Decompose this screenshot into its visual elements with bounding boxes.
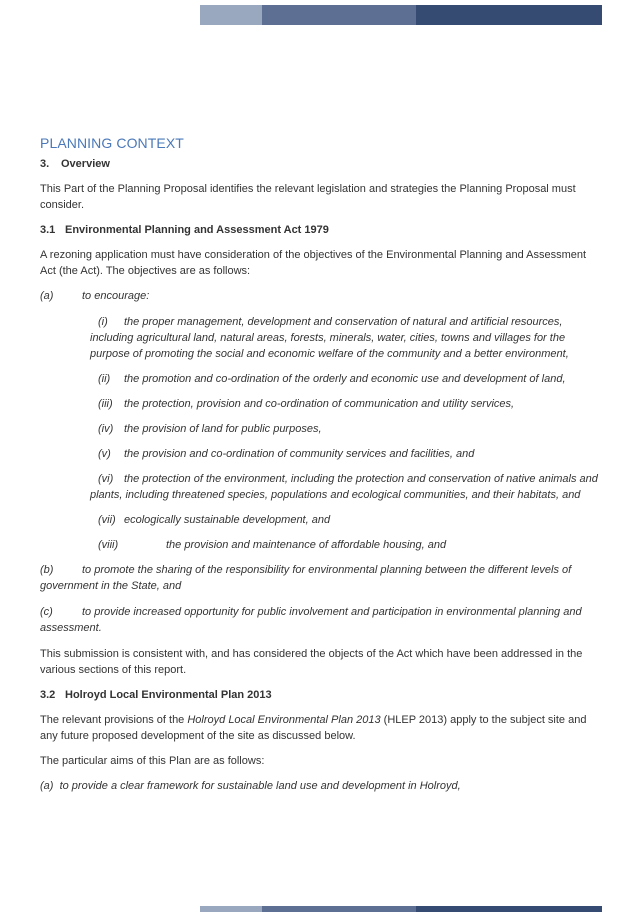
band-segment-dark — [416, 5, 602, 25]
section-3-2-heading — [40, 687, 602, 703]
list-label: (ii) — [98, 373, 111, 385]
hlep-plan-title: Holroyd Local Environmental Plan 2013 — [187, 714, 381, 726]
list-text: the provision and co-ordination of community services and facilities, and — [124, 448, 475, 460]
sub-item-vi — [90, 471, 602, 503]
hlep-text-post: (HLEP 2013) apply to the subject site and any future proposed development of the site as discussed below. — [40, 714, 587, 742]
section-3-heading — [40, 156, 602, 172]
list-text: the protection of the environment, including the protection and conservation of native animals and plants, including threatened species, populations and ecological communities, and their habitats, and — [90, 473, 598, 501]
epa-intro-paragraph: A rezoning application must have consideration of the objectives of the Environmental Planning and Assessment Act (the Act). The objectives are as follows: — [40, 249, 587, 277]
list-label: (i) — [98, 316, 108, 328]
list-text: the provision and maintenance of affordable housing, and — [166, 539, 447, 551]
consistency-paragraph: This submission is consistent with, and has considered the objects of the Act which have been addressed in the various sections of this report. — [40, 648, 583, 676]
list-text: the protection, provision and co-ordination of communication and utility services, — [124, 398, 515, 410]
band-segment-mid — [262, 5, 416, 25]
aim-a — [40, 778, 602, 794]
sub-item-ii — [90, 371, 602, 387]
section-3-1-heading — [40, 222, 602, 238]
band-segment-light — [200, 906, 262, 912]
intro-paragraph: This Part of the Planning Proposal identifies the relevant legislation and strategies the Planning Proposal must consider. — [40, 183, 576, 211]
list-text: ecologically sustainable development, and — [124, 514, 331, 526]
sub-item-v — [90, 446, 602, 462]
objective-b — [40, 562, 602, 594]
sub-item-vii — [90, 512, 602, 528]
list-text: to promote the sharing of the responsibility for environmental planning between the different levels of government in the State, and — [40, 564, 572, 592]
list-label: (b) — [40, 564, 54, 576]
section-number: 3.1 — [40, 224, 56, 236]
list-label: (a) — [40, 780, 54, 792]
list-label: (v) — [98, 448, 111, 460]
section-number: 3.2 — [40, 689, 56, 701]
page-content — [40, 134, 602, 803]
list-label: (a) — [40, 290, 54, 302]
hlep-paragraph — [40, 712, 602, 744]
sub-item-iii — [90, 396, 602, 412]
sub-item-viii — [90, 537, 602, 553]
band-segment-dark — [416, 906, 602, 912]
list-label: (viii) — [98, 539, 119, 551]
section-title: Environmental Planning and Assessment Act 1979 — [65, 224, 329, 236]
objective-c — [40, 604, 602, 636]
header-color-band — [200, 5, 602, 25]
list-text: the promotion and co-ordination of the orderly and economic use and development of land, — [124, 373, 566, 385]
page-heading: PLANNING CONTEXT — [40, 135, 184, 151]
section-title: Overview — [61, 158, 110, 170]
list-text: to provide increased opportunity for public involvement and participation in environmental planning and assessment. — [40, 606, 582, 634]
band-segment-mid — [262, 906, 416, 912]
band-segment-light — [200, 5, 262, 25]
aims-intro-paragraph: The particular aims of this Plan are as follows: — [40, 755, 265, 767]
list-text: to encourage: — [82, 290, 150, 302]
sub-item-iv — [90, 421, 602, 437]
sub-item-i — [90, 314, 602, 362]
section-title: Holroyd Local Environmental Plan 2013 — [65, 689, 272, 701]
list-label: (iii) — [98, 398, 113, 410]
list-text: the proper management, development and conservation of natural and artificial resources, including agricultural land, natural areas, forests, minerals, water, cities, towns and villages for the purpose of promoting the social and economic welfare of the community and a better environment, — [90, 316, 569, 360]
list-label: (vi) — [98, 473, 114, 485]
list-label: (vii) — [98, 514, 116, 526]
list-text: to provide a clear framework for sustainable land use and development in Holroyd, — [59, 780, 461, 792]
hlep-text-pre: The relevant provisions of the — [40, 714, 188, 726]
section-number: 3. — [40, 158, 50, 170]
objective-a — [40, 288, 602, 304]
list-label: (iv) — [98, 423, 114, 435]
footer-color-band — [200, 906, 602, 912]
list-text: the provision of land for public purposes, — [124, 423, 322, 435]
list-label: (c) — [40, 606, 53, 618]
